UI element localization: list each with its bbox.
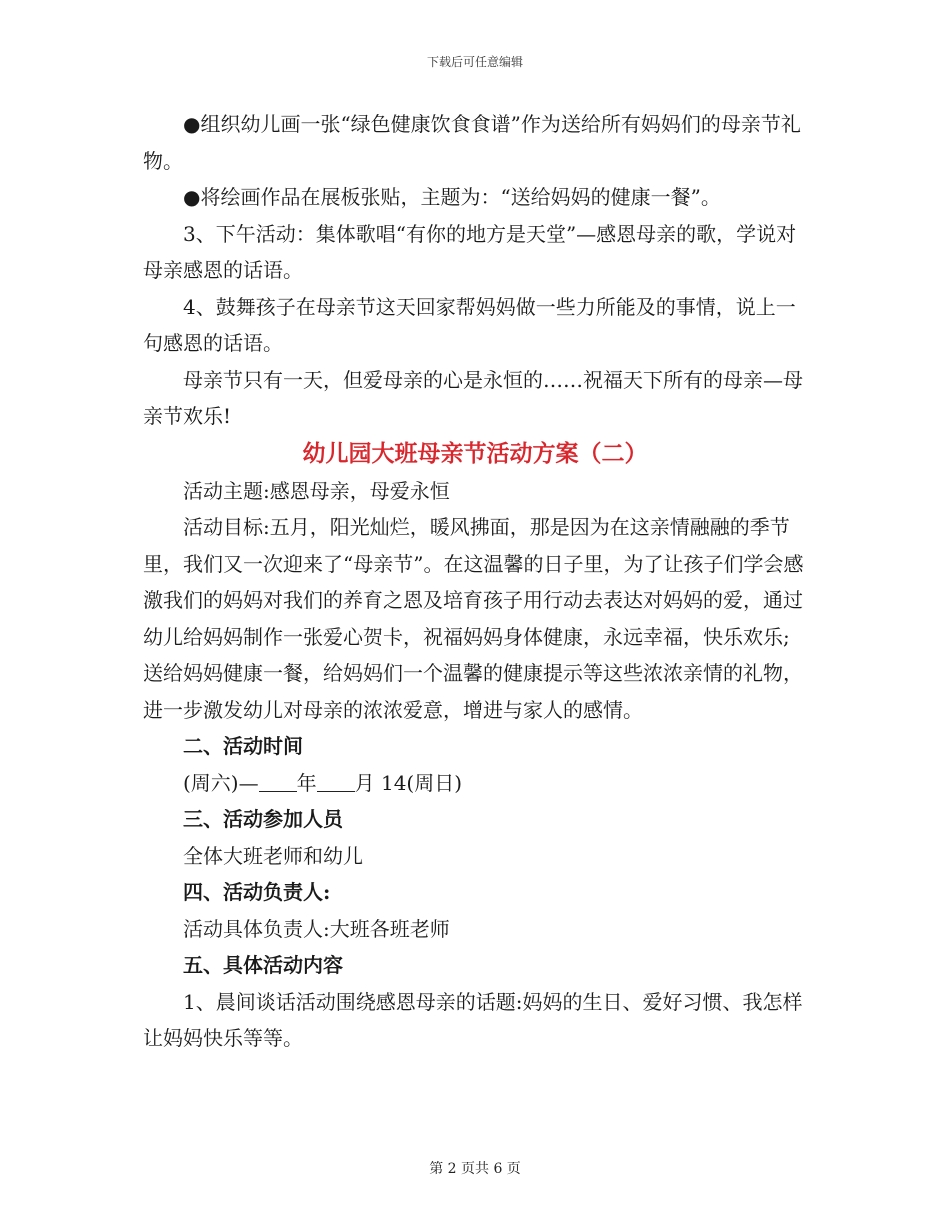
heading-responsible: 四、活动负责人: <box>183 880 331 904</box>
paragraph-afternoon-activity: 3、下午活动：集体歌唱“有你的地方是天堂”—感恩母亲的歌，学说对母亲感恩的话语。 <box>143 221 797 282</box>
heading-participants: 三、活动参加人员 <box>183 807 343 831</box>
time-part-b: 年 <box>296 770 317 795</box>
heading-activity-time: 二、活动时间 <box>183 734 303 758</box>
blank-year <box>259 771 297 792</box>
document-body <box>143 106 807 1057</box>
activity-item-1: 1、晨间谈话活动围绕感恩母亲的话题:妈妈的生日、爱好习惯、我怎样让妈妈快乐等等。 <box>143 989 803 1050</box>
bullet-paragraph-recipe: ●组织幼儿画一张“绿色健康饮食食谱”作为送给所有妈妈们的母亲节礼物。 <box>143 112 801 173</box>
activity-theme: 活动主题:感恩母亲，母爱永恒 <box>183 478 450 503</box>
activity-goal: 活动目标:五月，阳光灿烂，暖风拂面，那是因为在这亲情融融的季节里，我们又一次迎来了“母亲节”。在这温馨的日子里，为了让孩子们学会感激我们的妈妈对我们的养育之恩及培育孩子用行动去表达对妈妈的爱，通过幼儿给妈妈制作一张爱心贺卡，祝福妈妈身体健康，永远幸福，快乐欢乐;送给妈妈健康一餐，给妈妈们一个温馨的健康提示等这些浓浓亲情的礼物，进一步激发幼儿对母亲的浓浓爱意，增进与家人的感情。 <box>143 515 804 722</box>
activity-time <box>143 765 807 802</box>
participants: 全体大班老师和幼儿 <box>183 843 363 868</box>
section-title: 幼儿园大班母亲节活动方案（二） <box>302 440 648 467</box>
blank-month <box>317 771 355 792</box>
time-part-c: 月 14(周日) <box>354 770 463 795</box>
page-footer: 第 2 页共 6 页 <box>429 1161 521 1177</box>
paragraph-encourage-children: 4、鼓舞孩子在母亲节这天回家帮妈妈做一些力所能及的事情，说上一句感恩的话语。 <box>143 294 796 355</box>
page-header: 下载后可任意编辑 <box>426 55 523 69</box>
bullet-paragraph-display: ●将绘画作品在展板张贴，主题为：“送给妈妈的健康一餐”。 <box>183 185 721 209</box>
time-part-a: (周六)— <box>183 770 259 795</box>
heading-activity-content: 五、具体活动内容 <box>183 953 343 977</box>
paragraph-closing-wish: 母亲节只有一天，但爱母亲的心是永恒的……祝福天下所有的母亲—母亲节欢乐! <box>143 367 803 428</box>
responsible: 活动具体负责人:大班各班老师 <box>183 916 450 941</box>
